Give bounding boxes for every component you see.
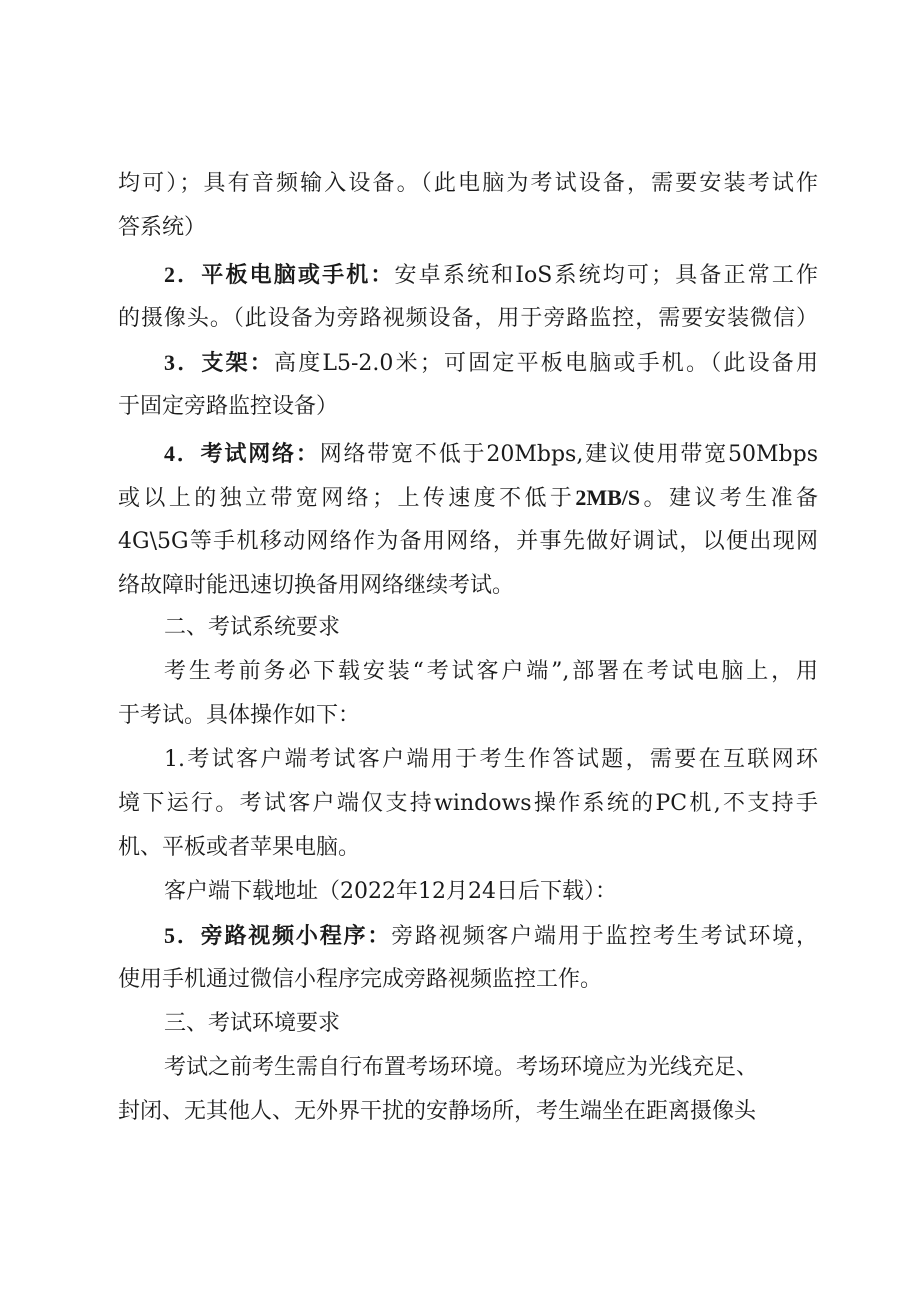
body-text-line: 于考试。具体操作如下： (118, 703, 361, 728)
body-text-line: 的摄像头。（此设备为旁路视频设备，用于旁路监控，需要安装微信） (118, 306, 818, 331)
item-3-paragraph (164, 341, 818, 385)
item-number: 4 (164, 441, 175, 466)
item-heading: 1.考试客户端 (164, 747, 310, 772)
body-text-line: 境下运行。考试客户端仅支持windows操作系统的PC机,不支持手 (118, 791, 818, 816)
item-heading: ．支架： (175, 350, 274, 376)
item-number: 5 (164, 923, 175, 948)
body-text-line: 封闭、无其他人、无外界干扰的安静场所，考生端坐在距离摄像头 (118, 1099, 757, 1124)
section-heading: 二、考试系统要求 (164, 615, 341, 640)
item-4-paragraph (164, 432, 818, 476)
item-heading: ．考试网络： (175, 441, 320, 467)
item-5-paragraph (164, 914, 818, 958)
body-text-line (118, 476, 818, 520)
body-text-line: 答系统） (118, 215, 207, 240)
item-text: 高度L5-2.0米；可固定平板电脑或手机。（此设备用 (274, 351, 818, 376)
body-text-line: 均可）；具有音频输入设备。（此电脑为考试设备，需要安装考试作 (118, 171, 818, 196)
body-text-line: 考生考前务必下载安装“考试客户端”,部署在考试电脑上，用 (164, 659, 818, 684)
download-address-line: 客户端下载地址（2022年12月24日后下载）： (164, 879, 617, 904)
item-1-paragraph (164, 738, 818, 782)
item-number: 2 (164, 262, 175, 287)
item-heading: ．平板电脑或手机： (175, 262, 395, 288)
body-text-line: 络故障时能迅速切换备用网络继续考试。 (118, 573, 515, 598)
item-text: 旁路视频客户端用于监控考生考试环境， (391, 924, 818, 949)
item-heading: ．旁路视频小程序： (175, 923, 392, 949)
text-run: 或以上的独立带宽网络；上传速度不低于 (118, 486, 576, 511)
item-text: 网络带宽不低于20Mbps,建议使用带宽50Mbps (319, 442, 818, 467)
text-run: 。建议考生准备 (640, 486, 818, 511)
body-text-line: 机、平板或者苹果电脑。 (118, 835, 361, 860)
body-text-line: 于固定旁路监控设备） (118, 394, 339, 419)
body-text-line: 使用手机通过微信小程序完成旁路视频监控工作。 (118, 967, 603, 992)
item-2-paragraph (164, 253, 818, 297)
body-text-line: 考试之前考生需自行布置考场环境。考场环境应为光线充足、 (164, 1055, 759, 1080)
section-heading: 三、考试环境要求 (164, 1011, 341, 1036)
item-text: 安卓系统和IoS系统均可；具备正常工作 (394, 263, 818, 288)
item-text: 考试客户端用于考生作答试题，需要在互联网环 (309, 747, 818, 772)
upload-speed-value: 2MB/S (575, 485, 641, 510)
body-text-line: 4G\5G等手机移动网络作为备用网络，并事先做好调试，以便出现网 (118, 529, 818, 554)
item-number: 3 (164, 350, 175, 375)
